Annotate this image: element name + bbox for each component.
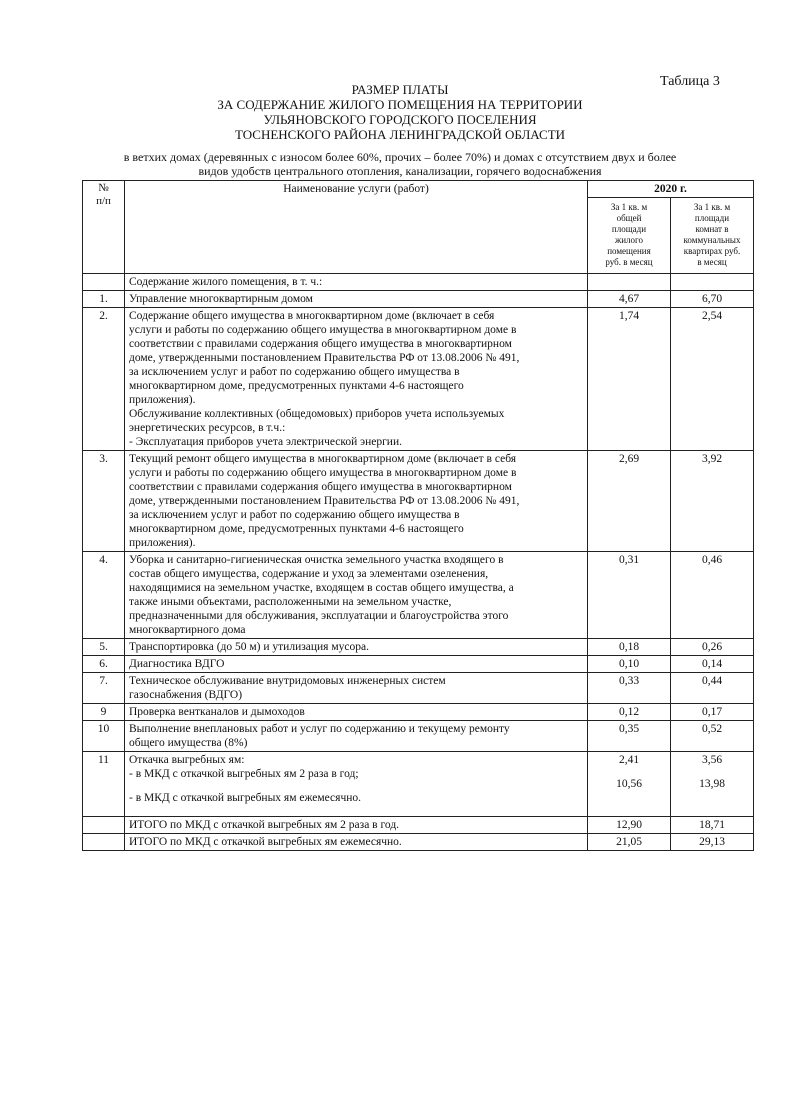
total-row: [83, 817, 754, 834]
spacer: [129, 805, 583, 815]
service-text-line: Проверка вентканалов и дымоходов: [129, 706, 305, 718]
row-number: 10: [83, 721, 125, 752]
title-line: УЛЬЯНОВСКОГО ГОРОДСКОГО ПОСЕЛЕНИЯ: [263, 112, 537, 127]
fee-table: [82, 180, 754, 851]
service-text-line: Обслуживание коллективных (общедомовых) приборов учета используемых: [129, 408, 505, 420]
row-total-area-value: 0,33: [588, 673, 671, 704]
row-service-name: [125, 721, 588, 752]
row-total-area-value: [588, 752, 671, 817]
row-communal-value: 0,52: [671, 721, 754, 752]
table-row: [83, 673, 754, 704]
service-text-line: Выполнение внеплановых работ и услуг по содержанию и текущему ремонту: [129, 723, 510, 735]
title-line: ТОСНЕНСКОГО РАЙОНА ЛЕНИНГРАДСКОЙ ОБЛАСТИ: [234, 127, 566, 142]
service-text-line: за исключением услуг и работ по содержанию общего имущества в: [129, 509, 460, 521]
subtitle-line: видов удобств центрального отопления, канализации, горячего водоснабжения: [198, 164, 602, 178]
document-subtitle: [60, 150, 740, 178]
value-line: 3,56: [701, 754, 723, 766]
row-service-name: [125, 291, 588, 308]
total-communal-value: 29,13: [671, 834, 754, 851]
row-service-name: [125, 639, 588, 656]
total-number-cell: [83, 834, 125, 851]
row-number: 4.: [83, 552, 125, 639]
intro-number-cell: [83, 274, 125, 291]
value-line: 10,56: [616, 778, 642, 790]
row-service-name: [125, 673, 588, 704]
service-text-line: Содержание общего имущества в многоквартирном доме (включает в себя: [129, 310, 495, 322]
value-line: 13,98: [699, 778, 725, 790]
service-text-line: Транспортировка (до 50 м) и утилизация мусора.: [129, 641, 369, 653]
service-text-line: услуги и работы по содержанию общего имущества в многоквартирном доме в: [129, 324, 517, 336]
service-text-line: состав общего имущества, содержание и уход за элементами озеленения,: [129, 568, 489, 580]
spacer: [592, 767, 666, 777]
intro-empty-cell: [588, 274, 671, 291]
row-communal-value: 0,46: [671, 552, 754, 639]
row-service-name: [125, 451, 588, 552]
service-text-line: за исключением услуг и работ по содержанию общего имущества в: [129, 366, 460, 378]
row-total-area-value: 0,10: [588, 656, 671, 673]
header-line: жилого: [615, 235, 643, 245]
service-text-line: доме, утвержденными постановлением Правительства РФ от 13.08.2006 № 491,: [129, 352, 520, 364]
row-total-area-value: 0,12: [588, 704, 671, 721]
service-text-line: доме, утвержденными постановлением Правительства РФ от 13.08.2006 № 491,: [129, 495, 520, 507]
title-line: РАЗМЕР ПЛАТЫ: [351, 82, 449, 97]
row-communal-value: 2,54: [671, 308, 754, 451]
service-text-line: приложения).: [129, 537, 196, 549]
total-area-value: 12,90: [588, 817, 671, 834]
header-line: За 1 кв. м: [693, 202, 731, 212]
table-row: [83, 656, 754, 673]
total-row: [83, 834, 754, 851]
value-line: 2,41: [618, 754, 640, 766]
row-number: 9: [83, 704, 125, 721]
total-label: ИТОГО по МКД с откачкой выгребных ям 2 раза в год.: [125, 817, 588, 834]
service-text-line: - в МКД с откачкой выгребных ям 2 раза в год;: [129, 768, 359, 780]
service-text-line: предназначенными для обслуживания, эксплуатации и благоустройства этого: [129, 610, 509, 622]
header-number-line: п/п: [96, 195, 111, 207]
document-title: [0, 82, 800, 142]
table-row: [83, 451, 754, 552]
service-text-line: Откачка выгребных ям:: [129, 754, 245, 766]
header-year: 2020 г.: [588, 181, 754, 198]
table-row: [83, 639, 754, 656]
intro-row: [83, 274, 754, 291]
service-text-line: - в МКД с откачкой выгребных ям ежемесячно.: [129, 792, 362, 804]
row-communal-value: [671, 752, 754, 817]
row-service-name: [125, 308, 588, 451]
total-area-value: 21,05: [588, 834, 671, 851]
table-row: [83, 552, 754, 639]
header-line: За 1 кв. м: [610, 202, 648, 212]
header-line: площади: [694, 213, 730, 223]
service-text-line: многоквартирном доме, предусмотренных пунктами 4-6 настоящего: [129, 523, 464, 535]
row-number: 7.: [83, 673, 125, 704]
intro-label: Содержание жилого помещения, в т. ч.:: [125, 274, 588, 291]
row-number: 2.: [83, 308, 125, 451]
row-total-area-value: 1,74: [588, 308, 671, 451]
table-row: [83, 721, 754, 752]
header-number: [83, 181, 125, 274]
table-header-row: [83, 181, 754, 198]
table-number-label: Таблица 3: [660, 74, 720, 89]
spacer: [675, 767, 749, 777]
row-service-name: [125, 704, 588, 721]
header-service-name: Наименование услуги (работ): [125, 181, 588, 274]
header-line: руб. в месяц: [605, 257, 653, 267]
row-communal-value: 0,17: [671, 704, 754, 721]
header-line: квартирах руб.: [683, 246, 741, 256]
row-number: 6.: [83, 656, 125, 673]
row-total-area-value: 0,31: [588, 552, 671, 639]
service-text-line: Управление многоквартирным домом: [129, 293, 313, 305]
service-text-line: услуги и работы по содержанию общего имущества в многоквартирном доме в: [129, 467, 517, 479]
service-text-line: газоснабжения (ВДГО): [129, 689, 243, 701]
table-row-septic: [83, 752, 754, 817]
row-total-area-value: 4,67: [588, 291, 671, 308]
service-text-line: Диагностика ВДГО: [129, 658, 225, 670]
service-text-line: общего имущества (8%): [129, 737, 248, 749]
header-communal-room-rate: [671, 198, 754, 274]
header-line: в месяц: [697, 257, 727, 267]
row-number: 1.: [83, 291, 125, 308]
service-text-line: Техническое обслуживание внутридомовых инженерных систем: [129, 675, 446, 687]
header-line: помещения: [607, 246, 651, 256]
row-total-area-value: 0,18: [588, 639, 671, 656]
service-text-line: многоквартирном доме, предусмотренных пунктами 4-6 настоящего: [129, 380, 464, 392]
header-line: общей: [616, 213, 642, 223]
service-text-line: находящимися на земельном участке, входящем в состав общего имущества, а: [129, 582, 514, 594]
service-text-line: энергетических ресурсов, в т.ч.:: [129, 422, 286, 434]
intro-empty-cell: [671, 274, 754, 291]
row-communal-value: 0,26: [671, 639, 754, 656]
table-row: [83, 308, 754, 451]
row-communal-value: 3,92: [671, 451, 754, 552]
service-text-line: приложения).: [129, 394, 196, 406]
row-number: 3.: [83, 451, 125, 552]
row-communal-value: 0,44: [671, 673, 754, 704]
service-text-line: Текущий ремонт общего имущества в многоквартирном доме (включает в себя: [129, 453, 517, 465]
total-number-cell: [83, 817, 125, 834]
row-service-name: [125, 656, 588, 673]
header-line: площади: [611, 224, 647, 234]
total-label: ИТОГО по МКД с откачкой выгребных ям ежемесячно.: [125, 834, 588, 851]
service-text-line: соответствии с правилами содержания общего имущества в многоквартирном: [129, 481, 512, 493]
service-text-line: соответствии с правилами содержания общего имущества в многоквартирном: [129, 338, 512, 350]
row-total-area-value: 2,69: [588, 451, 671, 552]
row-total-area-value: 0,35: [588, 721, 671, 752]
header-line: комнат в: [695, 224, 729, 234]
table-row: [83, 291, 754, 308]
header-number-line: №: [98, 182, 109, 194]
row-number: 5.: [83, 639, 125, 656]
row-number: 11: [83, 752, 125, 817]
table-row: [83, 704, 754, 721]
service-text-line: многоквартирного дома: [129, 624, 246, 636]
service-text-line: Уборка и санитарно-гигиеническая очистка земельного участка входящего в: [129, 554, 504, 566]
row-communal-value: 0,14: [671, 656, 754, 673]
row-service-name: [125, 552, 588, 639]
total-communal-value: 18,71: [671, 817, 754, 834]
row-service-name: [125, 752, 588, 817]
header-line: коммунальных: [683, 235, 741, 245]
service-text-line: также иными объектами, расположенными на земельном участке,: [129, 596, 452, 608]
header-total-area-rate: [588, 198, 671, 274]
subtitle-line: в ветхих домах (деревянных с износом более 60%, прочих – более 70%) и домах с отсутствием двух и более: [123, 150, 677, 164]
spacer: [129, 781, 583, 791]
service-text-line: - Эксплуатация приборов учета электрической энергии.: [129, 436, 402, 448]
row-communal-value: 6,70: [671, 291, 754, 308]
title-line: ЗА СОДЕРЖАНИЕ ЖИЛОГО ПОМЕЩЕНИЯ НА ТЕРРИТОРИИ: [217, 97, 583, 112]
